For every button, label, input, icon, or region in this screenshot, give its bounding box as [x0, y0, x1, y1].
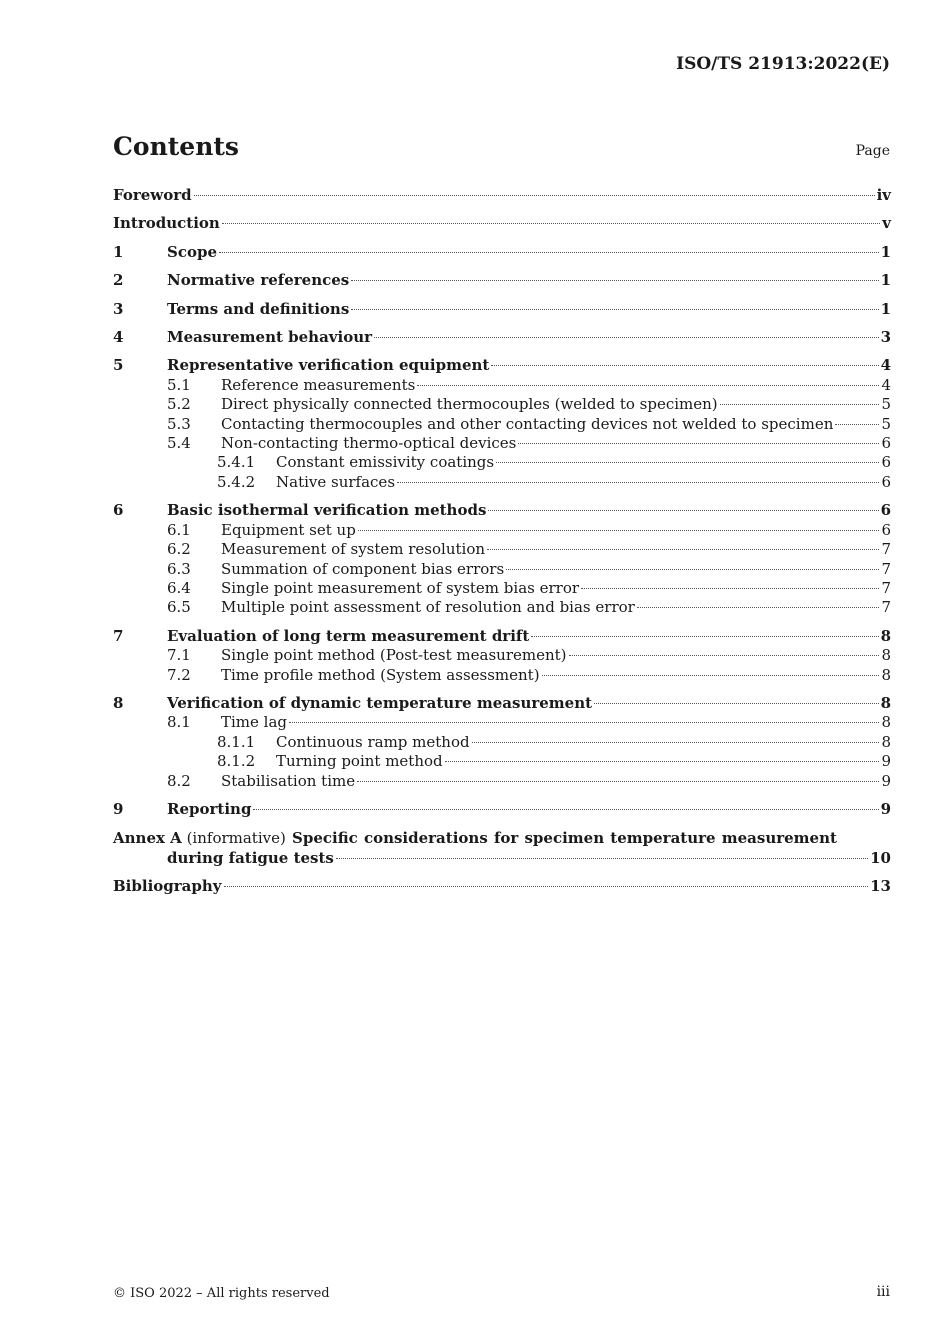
- toc-entry[interactable]: [113, 473, 891, 492]
- toc-entry-page: 7: [881, 559, 891, 578]
- dot-leader: [496, 462, 879, 463]
- toc-entry-number: 5.3: [167, 414, 191, 433]
- dot-leader: [581, 588, 879, 589]
- toc-entry-title: Measurement of system resolution: [221, 540, 486, 559]
- dot-leader: [374, 337, 879, 338]
- toc-entry-number: 2: [113, 271, 124, 290]
- toc-entry-number: 8: [113, 693, 124, 712]
- toc-entry[interactable]: [113, 271, 891, 290]
- toc-entry[interactable]: [113, 243, 891, 262]
- toc-entry-page: 1: [880, 242, 891, 261]
- annex-label: Annex A: [113, 829, 182, 848]
- toc-entry-page: 10: [870, 849, 891, 868]
- toc-entry-page: v: [882, 214, 891, 233]
- toc-entry[interactable]: [113, 328, 891, 347]
- toc-entry-title: Single point method (Post-test measurement): [221, 646, 567, 665]
- toc-entry-page: 8: [881, 665, 891, 684]
- table-of-contents: [113, 186, 891, 897]
- toc-entry-title: Bibliography: [113, 877, 222, 896]
- toc-entry-page: 4: [881, 375, 891, 394]
- toc-entry-page: 8: [880, 626, 891, 645]
- dot-leader: [219, 252, 879, 253]
- dot-leader: [351, 280, 878, 281]
- toc-entry-title: Terms and definitions: [167, 299, 350, 318]
- toc-entry[interactable]: [113, 415, 891, 434]
- toc-entry[interactable]: [113, 356, 891, 375]
- toc-entry-number: 8.1.2: [217, 752, 256, 771]
- toc-entry-title: Non-contacting thermo-optical devices: [221, 434, 517, 453]
- toc-entry[interactable]: [113, 598, 891, 617]
- toc-entry-page: 5: [881, 395, 891, 414]
- toc-entry-number: 5.4.1: [217, 453, 256, 472]
- toc-entry-title: Scope: [167, 242, 218, 261]
- annex-title-line1: [113, 828, 891, 848]
- toc-entry-title: Basic isothermal verification methods: [167, 501, 487, 520]
- toc-entry[interactable]: [113, 579, 891, 598]
- toc-entry-number: 5.4: [167, 434, 191, 453]
- contents-title: Contents: [113, 132, 240, 161]
- toc-entry-number: 8.1: [167, 713, 191, 732]
- toc-entry-page: 7: [881, 598, 891, 617]
- toc-entry[interactable]: [113, 800, 891, 819]
- toc-entry-title: Time profile method (System assessment): [221, 665, 540, 684]
- toc-entry-title: Representative verification equipment: [167, 356, 490, 375]
- annex-title-word: considerations: [363, 829, 488, 848]
- annex-title-continued: during fatigue tests: [167, 849, 334, 868]
- toc-entry-number: 7: [113, 626, 124, 645]
- toc-entry-title: Stabilisation time: [221, 771, 356, 790]
- toc-entry-number: 6: [113, 501, 124, 520]
- dot-leader: [542, 675, 880, 676]
- toc-entry-title: Measurement behaviour: [167, 328, 373, 347]
- dot-leader: [518, 443, 879, 444]
- toc-entry-title: Time lag: [221, 713, 288, 732]
- toc-entry-page: 9: [880, 799, 891, 818]
- toc-entry-title: Multiple point assessment of resolution and bias error: [221, 598, 635, 617]
- annex-label-group: [113, 828, 286, 848]
- toc-entry-title: Verification of dynamic temperature measurement: [167, 693, 593, 712]
- toc-entry[interactable]: [113, 694, 891, 713]
- toc-entry-title: Reporting: [167, 799, 252, 818]
- annex-informative-note: (informative): [186, 829, 286, 848]
- annex-title-word: Specific: [292, 829, 358, 848]
- toc-entry[interactable]: [113, 300, 891, 319]
- toc-entry[interactable]: [113, 214, 891, 233]
- toc-entry-page: 7: [881, 540, 891, 559]
- toc-entry-page: 6: [881, 520, 891, 539]
- toc-entry[interactable]: [113, 186, 891, 205]
- toc-entry[interactable]: [113, 521, 891, 540]
- toc-entry-title: Equipment set up: [221, 520, 356, 539]
- toc-entry-page: 7: [881, 578, 891, 597]
- dot-leader: [487, 549, 879, 550]
- toc-entry-title: Continuous ramp method: [276, 732, 470, 751]
- dot-leader: [720, 404, 880, 405]
- dot-leader: [417, 385, 879, 386]
- toc-entry-page: 8: [881, 732, 891, 751]
- toc-entry[interactable]: [113, 376, 891, 395]
- dot-leader: [531, 636, 878, 637]
- toc-entry-page: 6: [880, 501, 891, 520]
- toc-entry-title: Contacting thermocouples and other contacting devices not welded to specimen: [221, 414, 834, 433]
- toc-entry-page: 8: [881, 646, 891, 665]
- dot-leader: [488, 510, 878, 511]
- dot-leader: [222, 223, 880, 224]
- dot-leader: [491, 365, 878, 366]
- dot-leader: [224, 886, 869, 887]
- toc-entry-page: iv: [876, 186, 891, 204]
- toc-entry-bibliography[interactable]: [113, 877, 891, 896]
- toc-entry-number: 6.4: [167, 578, 191, 597]
- toc-entry-number: 1: [113, 242, 124, 261]
- toc-entry-number: 5.1: [167, 375, 191, 394]
- toc-entry-number: 6.1: [167, 520, 191, 539]
- dot-leader: [351, 309, 878, 310]
- toc-entry-title: Constant emissivity coatings: [276, 453, 495, 472]
- page-number: iii: [876, 1284, 890, 1300]
- dot-leader: [506, 569, 879, 570]
- toc-entry-number: 9: [113, 799, 124, 818]
- dot-leader: [835, 424, 879, 425]
- toc-entry-number: 5: [113, 356, 124, 375]
- toc-entry[interactable]: [113, 733, 891, 752]
- annex-title-word: measurement: [721, 829, 837, 848]
- toc-entry[interactable]: [113, 646, 891, 665]
- toc-entry[interactable]: [113, 752, 891, 771]
- dot-leader: [637, 607, 880, 608]
- document-id: ISO/TS 21913:2022(E): [676, 54, 890, 74]
- toc-entry[interactable]: [113, 772, 891, 791]
- toc-entry-number: 4: [113, 328, 124, 347]
- toc-entry-number: 6.5: [167, 598, 191, 617]
- toc-entry-page: 8: [880, 693, 891, 712]
- dot-leader: [569, 655, 880, 656]
- toc-entry-title: Turning point method: [276, 752, 443, 771]
- toc-entry-page: 6: [881, 472, 891, 491]
- toc-entry[interactable]: [113, 395, 891, 414]
- toc-entry-page: 8: [881, 713, 891, 732]
- dot-leader: [445, 761, 880, 762]
- dot-leader: [358, 530, 880, 531]
- dot-leader: [336, 858, 868, 859]
- toc-entry-title: Evaluation of long term measurement drift: [167, 626, 530, 645]
- toc-entry-number: 7.2: [167, 665, 191, 684]
- annex-title-word: for: [493, 829, 519, 848]
- toc-entry-title: Normative references: [167, 271, 350, 290]
- toc-entry-number: 8.2: [167, 771, 191, 790]
- dot-leader: [397, 482, 879, 483]
- toc-entry[interactable]: [113, 501, 891, 520]
- toc-entry-page: 13: [870, 877, 891, 896]
- toc-entry[interactable]: [113, 627, 891, 646]
- toc-entry[interactable]: [113, 560, 891, 579]
- toc-entry-page: 6: [881, 453, 891, 472]
- dot-leader: [289, 722, 879, 723]
- toc-entry-title: Introduction: [113, 214, 220, 233]
- toc-entry-number: 7.1: [167, 646, 191, 665]
- toc-entry-number: 6.3: [167, 559, 191, 578]
- toc-entry-page: 1: [880, 299, 891, 318]
- toc-entry-number: 6.2: [167, 540, 191, 559]
- dot-leader: [594, 703, 879, 704]
- toc-entry-page: 9: [881, 752, 891, 771]
- toc-entry-page: 5: [881, 414, 891, 433]
- toc-entry-title: Foreword: [113, 186, 192, 204]
- dot-leader: [357, 781, 879, 782]
- toc-entry-number: 5.4.2: [217, 472, 256, 491]
- toc-entry-number: 8.1.1: [217, 732, 256, 751]
- toc-entry-page: 1: [880, 271, 891, 290]
- toc-entry-number: 5.2: [167, 395, 191, 414]
- dot-leader: [194, 195, 875, 196]
- toc-entry-title: Direct physically connected thermocouples (welded to specimen): [221, 395, 718, 414]
- toc-entry[interactable]: [113, 713, 891, 732]
- dot-leader: [253, 809, 878, 810]
- toc-entry-title: Single point measurement of system bias error: [221, 578, 580, 597]
- toc-entry[interactable]: [113, 434, 891, 453]
- annex-title-word: temperature: [610, 829, 716, 848]
- toc-entry-page: 4: [880, 356, 891, 375]
- toc-entry[interactable]: [113, 453, 891, 472]
- toc-entry-annex[interactable]: [113, 828, 891, 868]
- toc-entry[interactable]: [113, 540, 891, 559]
- toc-entry-page: 6: [881, 434, 891, 453]
- annex-title-word: specimen: [524, 829, 605, 848]
- copyright-notice: © ISO 2022 – All rights reserved: [113, 1286, 330, 1301]
- page-column-label: Page: [855, 143, 890, 159]
- toc-entry-page: 3: [880, 328, 891, 347]
- toc-entry-page: 9: [881, 771, 891, 790]
- dot-leader: [472, 742, 880, 743]
- toc-entry-title: Reference measurements: [221, 375, 416, 394]
- toc-entry-title: Native surfaces: [276, 472, 396, 491]
- toc-entry-title: Summation of component bias errors: [221, 559, 505, 578]
- toc-entry-number: 3: [113, 299, 124, 318]
- annex-title-line2: [113, 848, 891, 868]
- toc-entry[interactable]: [113, 666, 891, 685]
